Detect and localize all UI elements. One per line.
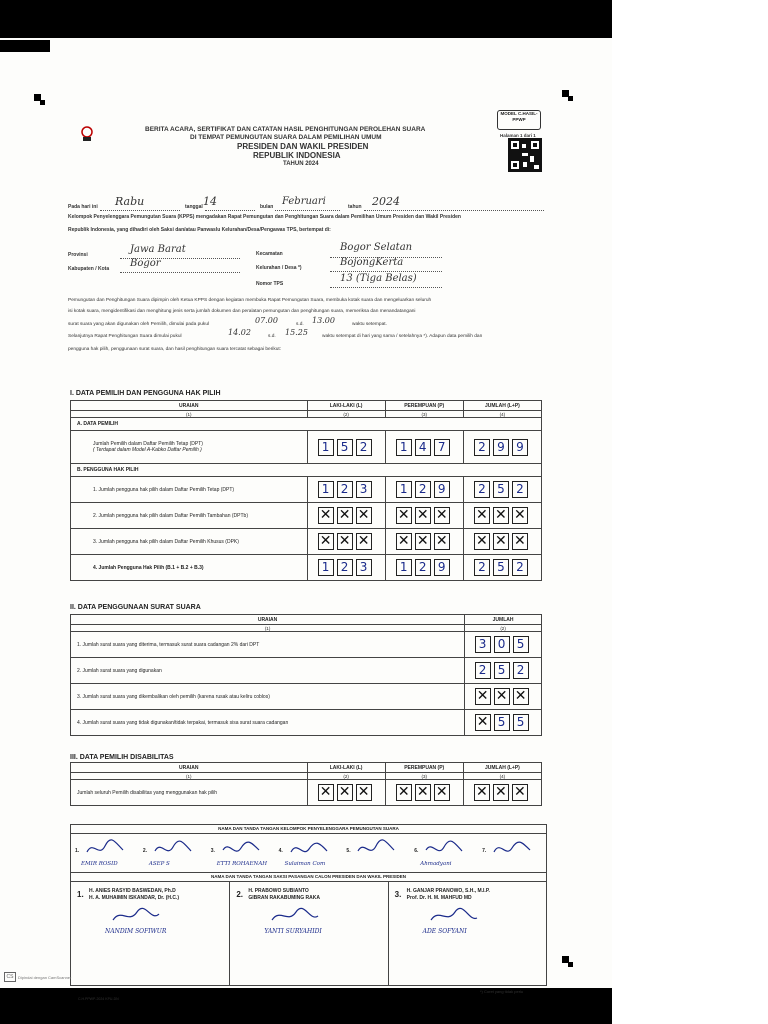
row-disabilitas-label: Jumlah seluruh Pemilih disabilitas yang menggunakan hak pilih <box>71 780 308 806</box>
saksi-signature-title: NAMA DAN TANDA TANGAN SAKSI PASANGAN CALON PRESIDEN DAN WAKIL PRESIDEN <box>71 873 546 882</box>
para-3-prefix: surat suara yang akan digunakan oleh Pemilih, dimulai pada pukul <box>68 322 210 327</box>
date-prefix: Pada hari ini <box>68 204 98 210</box>
crossed-digit-box: ✕ <box>356 533 372 550</box>
saksi-number: 3. <box>394 890 402 899</box>
kpps-signature-cell <box>342 834 410 872</box>
tanggal-value: 14 <box>203 195 217 208</box>
tps-label: Nomor TPS <box>256 281 284 287</box>
kpps-signature-cell <box>207 834 275 872</box>
crossed-digit-box: ✕ <box>318 533 334 550</box>
row-a-t <box>463 431 541 464</box>
provinsi-label: Provinsi <box>68 252 88 258</box>
corner-marker <box>40 100 45 105</box>
row-b2-t <box>463 503 541 529</box>
col-perempuan: PEREMPUAN (P) <box>385 763 463 773</box>
col-jumlah: JUMLAH <box>465 615 542 625</box>
digit-box: 1 <box>318 481 334 498</box>
kpps-signature-cell <box>139 834 207 872</box>
handwritten-signature <box>356 838 396 858</box>
col-jumlah: JUMLAH (L+P) <box>463 401 541 411</box>
title-line-3: PRESIDEN DAN WAKIL PRESIDEN <box>237 142 369 151</box>
row-b3-label: 3. Jumlah pengguna hak pilih dalam Daftar Pemilih Khusus (DPK) <box>71 529 308 555</box>
handwritten-signature <box>221 838 261 858</box>
kabupaten-label: Kabupaten / Kota <box>68 266 110 272</box>
digit-box: 5 <box>493 559 509 576</box>
corner-marker <box>568 96 573 101</box>
page-label: Halaman 1 dari 1 <box>500 133 536 138</box>
col-num: (1) <box>71 773 308 780</box>
intro-text-2: Republik Indonesia, yang dihadiri oleh Saksi dan/atau Panwaslu Kelurahan/Desa/Pengawas TPS, bertempat di: <box>68 227 331 233</box>
digit-box: 5 <box>493 481 509 498</box>
row-disabilitas-t <box>463 780 541 806</box>
crossed-digit-box: ✕ <box>512 507 528 524</box>
sd-label-2: s.d. <box>268 334 276 339</box>
section-a-title: A. DATA PEMILIH <box>71 418 542 431</box>
row-b3-p <box>385 529 463 555</box>
col-laki: LAKI-LAKI (L) <box>307 401 385 411</box>
crossed-digit-box: ✕ <box>415 533 431 550</box>
row-ss2-value <box>465 658 542 684</box>
row-ss1-value <box>465 632 542 658</box>
handwritten-signature <box>424 838 464 858</box>
candidate-line-1: H. GANJAR PRANOWO, S.H., M.I.P. <box>406 888 490 894</box>
digit-box: 2 <box>512 559 528 576</box>
row-b1-t <box>463 477 541 503</box>
para-2: isi kotak suara, mengidentifikasi dan menghitung jenis serta jumlah dokumen dan peralatan pemungutan dan penghitungan suara, memeriksa dan menandatangani <box>68 309 416 314</box>
digit-box: 2 <box>474 481 490 498</box>
saksi-number: 1. <box>77 890 84 899</box>
model-badge: MODEL C.HASIL-PPWP <box>497 110 541 130</box>
digit-box: 5 <box>494 662 510 679</box>
digit-box: 5 <box>513 636 529 653</box>
crossed-digit-box: ✕ <box>474 533 490 550</box>
saksi-signature-cell <box>71 882 229 986</box>
candidate-line-2: Prof. Dr. H. M. MAHFUD MD <box>406 895 472 901</box>
handwritten-signature <box>85 838 125 858</box>
corner-marker <box>568 962 573 967</box>
digit-box: 5 <box>494 714 510 731</box>
col-num: (1) <box>71 625 465 632</box>
digit-box: 3 <box>356 559 372 576</box>
digit-box: 2 <box>337 559 353 576</box>
kpps-signature-cell <box>478 834 546 872</box>
kpps-number: 6. <box>414 848 419 854</box>
camscanner-logo-icon: CS <box>4 972 16 982</box>
col-uraian: URAIAN <box>71 763 308 773</box>
saksi-name: NANDIM SOFIWUR <box>105 928 167 935</box>
kpps-number: 7. <box>482 848 487 854</box>
col-uraian: URAIAN <box>71 401 308 411</box>
kpps-name: ETTI ROHAENAH <box>216 861 268 867</box>
doc-code: C.H.PPWP-2024 KPU-DN <box>78 997 119 1001</box>
candidate-line-2: GIBRAN RAKABUMING RAKA <box>248 895 320 901</box>
row-b2-label: 2. Jumlah pengguna hak pilih dalam Daftar Pemilih Tambahan (DPTb) <box>71 503 308 529</box>
digit-box: 1 <box>318 439 334 456</box>
candidate-line-1: H. ANIES RASYID BASWEDAN, Ph.D <box>89 888 176 894</box>
section-3-table <box>70 762 542 806</box>
handwritten-signature <box>429 906 479 926</box>
digit-box: 9 <box>493 439 509 456</box>
row-b4-p <box>385 555 463 581</box>
crossed-digit-box: ✕ <box>396 507 412 524</box>
digit-box: 2 <box>337 481 353 498</box>
col-jumlah: JUMLAH (L+P) <box>463 763 541 773</box>
section-b-title: B. PENGGUNA HAK PILIH <box>71 464 542 477</box>
digit-box: 1 <box>396 439 412 456</box>
col-num: (3) <box>385 411 463 418</box>
crossed-digit-box: ✕ <box>356 784 372 801</box>
digit-box: 9 <box>434 559 450 576</box>
tps-value: 13 (Tiga Belas) <box>340 273 417 284</box>
digit-box: 1 <box>396 559 412 576</box>
end-time-1: 13.00 <box>312 316 335 325</box>
kecamatan-label: Kecamatan <box>256 251 283 257</box>
digit-box: 9 <box>512 439 528 456</box>
digit-box: 2 <box>513 662 529 679</box>
kabupaten-value: Bogor <box>130 258 161 269</box>
para-5: pengguna hak pilih, penggunaan surat suara, dan hasil penghitungan suara tercatat sebagai berikut: <box>68 347 282 352</box>
title-line-4: REPUBLIK INDONESIA <box>253 151 341 160</box>
row-disabilitas-l <box>307 780 385 806</box>
row-ss2-label: 2. Jumlah surat suara yang digunakan <box>71 658 465 684</box>
crossed-digit-box: ✕ <box>474 784 490 801</box>
tahun-label: tahun <box>348 204 362 210</box>
kpps-signature-cell <box>410 834 478 872</box>
row-ss3-value <box>465 684 542 710</box>
crossed-digit-box: ✕ <box>318 507 334 524</box>
crossed-digit-box: ✕ <box>493 507 509 524</box>
kpu-logo-icon <box>80 126 94 142</box>
camscanner-watermark: Dipindai dengan CamScanner <box>18 975 72 980</box>
kpps-number: 5. <box>346 848 351 854</box>
top-black-border <box>0 0 612 38</box>
col-laki: LAKI-LAKI (L) <box>307 763 385 773</box>
row-b4-l <box>307 555 385 581</box>
digit-box: 7 <box>434 439 450 456</box>
para-1: Pemungutan dan Penghitungan Suara dipimpin oleh Ketua KPPS dengan kegiatan membuka Rapat Pemungutan Suara, membuka kotak suara dan mengeluarkan seluruh <box>68 298 432 303</box>
col-num: (2) <box>307 773 385 780</box>
row-b2-l <box>307 503 385 529</box>
scan-shadow <box>0 40 50 52</box>
intro-text-1: Kelompok Penyelenggara Pemungutan Suara (KPPS) mengadakan Rapat Pemungutan dan Penghitungan Suara dalam Pemilihan Umum Presiden dan Wakil Presiden <box>68 214 461 220</box>
start-time: 07.00 <box>255 316 278 325</box>
kpps-number: 1. <box>75 848 80 854</box>
crossed-digit-box: ✕ <box>415 784 431 801</box>
crossed-digit-box: ✕ <box>475 714 491 731</box>
row-a-l <box>307 431 385 464</box>
col-num: (3) <box>385 773 463 780</box>
bulan-label: bulan <box>260 204 274 210</box>
candidate-line-2: H. A. MUHAIMIN ISKANDAR, Dr. (H.C.) <box>89 895 180 901</box>
crossed-digit-box: ✕ <box>474 507 490 524</box>
col-num: (1) <box>71 411 308 418</box>
count-end: 15.25 <box>285 328 308 337</box>
crossed-digit-box: ✕ <box>512 784 528 801</box>
bulan-value: Februari <box>282 196 326 207</box>
kpps-signature-row <box>71 834 546 873</box>
crossed-digit-box: ✕ <box>356 507 372 524</box>
digit-box: 2 <box>474 559 490 576</box>
kelurahan-label: Kelurahan / Desa *) <box>256 265 302 271</box>
signature-box <box>70 824 547 986</box>
kelurahan-value: BojongKerta <box>340 257 404 268</box>
col-num: (2) <box>307 411 385 418</box>
digit-box: 1 <box>396 481 412 498</box>
para-3-suffix: waktu setempat. <box>352 322 387 327</box>
crossed-digit-box: ✕ <box>513 688 529 705</box>
handwritten-signature <box>111 906 161 926</box>
row-disabilitas-p <box>385 780 463 806</box>
row-b4-label: 4. Jumlah Pengguna Hak Pilih (B.1 + B.2 + B.3) <box>71 555 308 581</box>
row-b2-p <box>385 503 463 529</box>
row-a-p <box>385 431 463 464</box>
crossed-digit-box: ✕ <box>494 688 510 705</box>
title-line-5: TAHUN 2024 <box>283 161 319 167</box>
section-2-title: II. DATA PENGGUNAAN SURAT SUARA <box>70 604 201 611</box>
kpps-name: EMIR ROSID <box>81 861 118 867</box>
digit-box: 3 <box>356 481 372 498</box>
crossed-digit-box: ✕ <box>337 507 353 524</box>
kpps-signature-cell <box>71 834 139 872</box>
row-a-label <box>71 431 308 464</box>
digit-box: 9 <box>434 481 450 498</box>
digit-box: 2 <box>415 481 431 498</box>
crossed-digit-box: ✕ <box>434 507 450 524</box>
digit-box: 5 <box>513 714 529 731</box>
digit-box: 4 <box>415 439 431 456</box>
col-uraian: URAIAN <box>71 615 465 625</box>
document-sheet <box>0 38 612 1001</box>
kpps-name: ASEP S <box>148 861 170 867</box>
row-b3-t <box>463 529 541 555</box>
crossed-digit-box: ✕ <box>434 784 450 801</box>
saksi-signature-row <box>71 882 546 986</box>
row-b1-label: 1. Jumlah pengguna hak pilih dalam Daftar Pemilih Tetap (DPT) <box>71 477 308 503</box>
crossed-digit-box: ✕ <box>396 533 412 550</box>
handwritten-signature <box>270 906 320 926</box>
kpps-number: 2. <box>142 848 148 854</box>
col-num: (4) <box>463 773 541 780</box>
crossed-digit-box: ✕ <box>415 507 431 524</box>
crossed-digit-box: ✕ <box>318 784 334 801</box>
saksi-name: ADE SOFYANI <box>422 928 467 935</box>
crossed-digit-box: ✕ <box>396 784 412 801</box>
digit-box: 0 <box>494 636 510 653</box>
handwritten-signature <box>492 838 532 858</box>
section-1-title: I. DATA PEMILIH DAN PENGGUNA HAK PILIH <box>70 390 221 397</box>
saksi-number: 2. <box>236 890 243 899</box>
row-ss1-label: 1. Jumlah surat suara yang diterima, termasuk surat suara cadangan 2% dari DPT <box>71 632 465 658</box>
row-ss4-value <box>465 710 542 736</box>
col-num: (4) <box>463 411 541 418</box>
section-2-table <box>70 614 542 736</box>
row-a-text-1: Jumlah Pemilih dalam Daftar Pemilih Tetap (DPT) <box>93 441 203 447</box>
saksi-signature-cell <box>229 882 388 986</box>
col-perempuan: PEREMPUAN (P) <box>385 401 463 411</box>
para-4-prefix: Selanjutnya Rapat Penghitungan Suara dimulai pukul <box>68 334 182 339</box>
kpps-number: 3. <box>210 848 215 854</box>
sd-label: s.d. <box>296 322 304 327</box>
row-ss3-label: 3. Jumlah surat suara yang dikembalikan oleh pemilih (karena rusak atau keliru coblos) <box>71 684 465 710</box>
row-ss4-label: 4. Jumlah surat suara yang tidak digunakan/tidak terpakai, termasuk sisa surat suara cadangan <box>71 710 465 736</box>
digit-box: 5 <box>337 439 353 456</box>
day-value: Rabu <box>115 195 145 208</box>
saksi-signature-cell <box>388 882 547 986</box>
para-4-suffix: waktu setempat di hari yang sama / setelahnya *). Adapun data pemilih dan <box>322 334 483 339</box>
handwritten-signature <box>289 838 329 858</box>
row-b4-t <box>463 555 541 581</box>
saksi-name: YANTI SURYAHIDI <box>264 928 322 935</box>
crossed-digit-box: ✕ <box>475 688 491 705</box>
kpps-number: 4. <box>278 848 283 854</box>
row-b1-p <box>385 477 463 503</box>
kpps-name: Ahmadyani <box>420 861 452 867</box>
row-a-text-2: ( Terdapat dalam Model A-Kabko Daftar Pemilih ) <box>93 447 202 453</box>
digit-box: 2 <box>474 439 490 456</box>
digit-box: 1 <box>318 559 334 576</box>
title-line-2: DI TEMPAT PEMUNGUTAN SUARA DALAM PEMILIHAN UMUM <box>190 134 382 141</box>
digit-box: 2 <box>475 662 491 679</box>
crossed-digit-box: ✕ <box>434 533 450 550</box>
crossed-digit-box: ✕ <box>493 533 509 550</box>
footnote: *) Coret yang tidak perlu <box>480 989 524 994</box>
provinsi-value: Jawa Barat <box>130 244 186 255</box>
crossed-digit-box: ✕ <box>493 784 509 801</box>
qr-code-icon <box>508 138 542 172</box>
kpps-name: Sulaiman Com <box>284 861 326 867</box>
kpps-signature-title: NAMA DAN TANDA TANGAN KELOMPOK PENYELENGGARA PEMUNGUTAN SUARA <box>71 825 546 834</box>
digit-box: 2 <box>415 559 431 576</box>
tanggal-label: tanggal <box>185 204 203 210</box>
kpps-signature-cell <box>275 834 343 872</box>
kecamatan-value: Bogor Selatan <box>340 242 413 253</box>
digit-box: 3 <box>475 636 491 653</box>
crossed-digit-box: ✕ <box>512 533 528 550</box>
tahun-value: 2024 <box>372 195 400 208</box>
section-1-table <box>70 400 542 581</box>
handwritten-signature <box>153 838 193 858</box>
digit-box: 2 <box>356 439 372 456</box>
crossed-digit-box: ✕ <box>337 533 353 550</box>
crossed-digit-box: ✕ <box>337 784 353 801</box>
count-start: 14.02 <box>228 328 251 337</box>
row-b1-l <box>307 477 385 503</box>
candidate-line-1: H. PRABOWO SUBIANTO <box>248 888 309 894</box>
title-line-1: BERITA ACARA, SERTIFIKAT DAN CATATAN HASIL PENGHITUNGAN PEROLEHAN SUARA <box>145 126 426 133</box>
col-num: (2) <box>465 625 542 632</box>
row-b3-l <box>307 529 385 555</box>
section-3-title: III. DATA PEMILIH DISABILITAS <box>70 754 174 761</box>
digit-box: 2 <box>512 481 528 498</box>
